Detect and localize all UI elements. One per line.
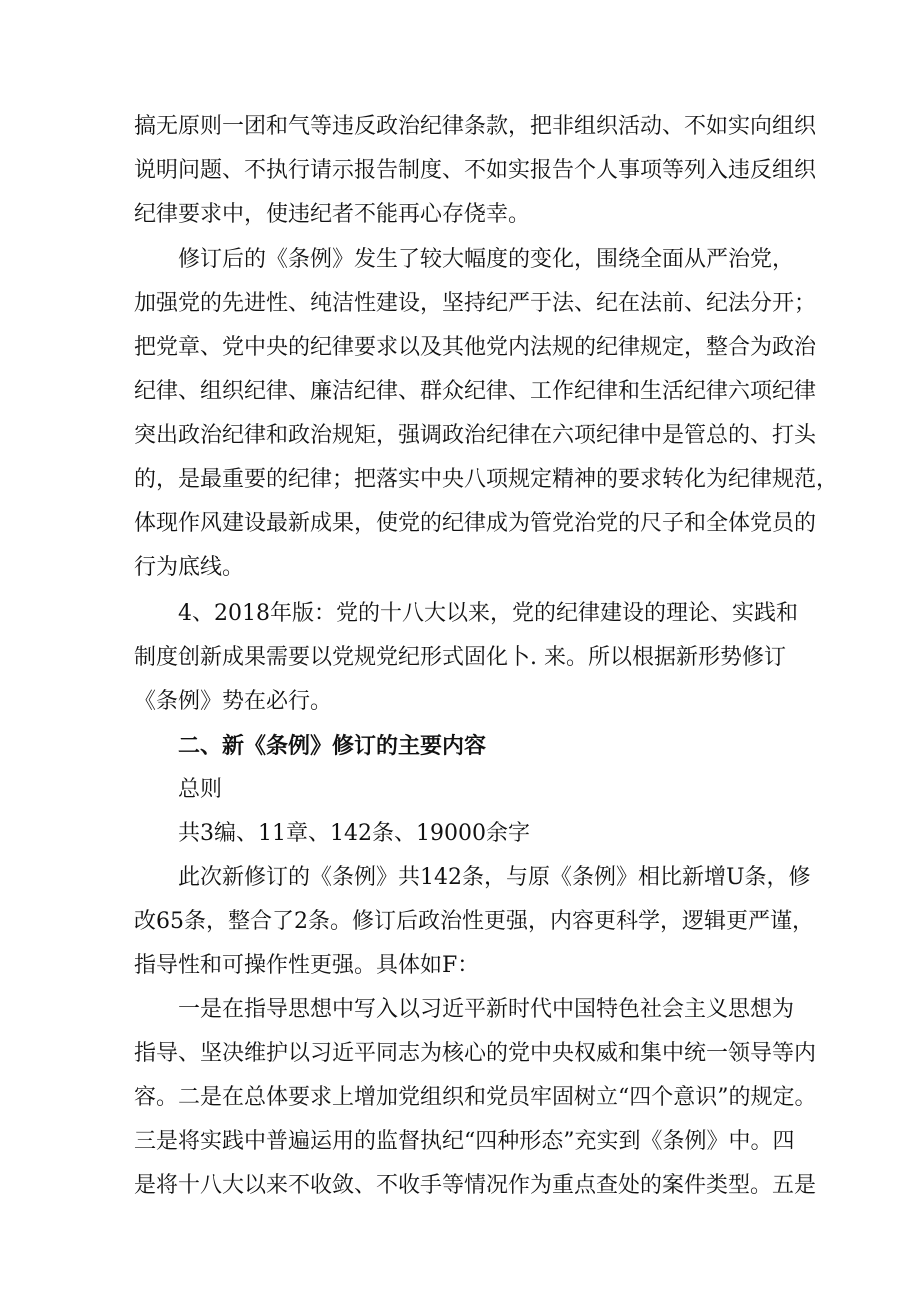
body-text-line: 指导性和可操作性更强。具体如F：	[134, 953, 480, 978]
body-text-line: 把党章、党中央的纪律要求以及其他党内法规的纪律规定，整合为政治	[134, 335, 817, 360]
body-text-line: 是将十八大以来不收敛、不收手等情况作为重点查处的案件类型。五是	[134, 1173, 817, 1198]
body-text-line: 说明问题、不执行请示报告制度、不如实报告个人事项等列入违反组织	[134, 158, 817, 183]
summary-line: 共3编、11章、142条、19000余字	[178, 821, 530, 846]
body-text-line: 突出政治纪律和政治规矩，强调政治纪律在六项纪律中是管总的、打头	[134, 423, 817, 448]
section-heading: 二、新《条例》修订的主要内容	[178, 733, 487, 759]
subsection-heading: 总则	[178, 777, 223, 802]
body-text-line: 加强党的先进性、纯洁性建设，坚持纪严于法、纪在法前、纪法分开；	[134, 291, 817, 316]
body-text-line: 纪律、组织纪律、廉洁纪律、群众纪律、工作纪律和生活纪律六项纪律	[134, 379, 817, 404]
paragraph-start-line: 此次新修订的《条例》共142条，与原《条例》相比新增U条，修	[178, 865, 811, 890]
body-text-line: 体现作风建设最新成果，使党的纪律成为管党治党的尺子和全体党员的	[134, 511, 817, 536]
paragraph-start-line: 修订后的《条例》发生了较大幅度的变化，围绕全面从严治党，	[178, 247, 795, 272]
body-text-line: 行为底线。	[134, 555, 245, 580]
body-text-line: 《条例》势在必行。	[134, 689, 333, 714]
paragraph-start-line: 4、2018年版：党的十八大以来，党的纪律建设的理论、实践和	[178, 601, 798, 626]
body-text-line: 指导、坚决维护以习近平同志为核心的党中央权威和集中统一领导等内	[134, 1041, 817, 1066]
body-text-line: 搞无原则一团和气等违反政治纪律条款，把非组织活动、不如实向组织	[134, 114, 817, 139]
body-text-line: 的，是最重要的纪律；把落实中央八项规定精神的要求转化为纪律规范，	[134, 467, 839, 492]
paragraph-start-line: 一是在指导思想中写入以习近平新时代中国特色社会主义思想为	[178, 997, 795, 1022]
body-text-line: 容。二是在总体要求上增加党组织和党员牢固树立“四个意识”的规定。	[134, 1085, 817, 1110]
body-text-line: 纪律要求中，使违纪者不能再心存侥幸。	[134, 202, 531, 227]
body-text-line: 制度创新成果需要以党规党纪形式固化卜. 来。所以根据新形势修订	[134, 645, 786, 670]
body-text-line: 改65条，整合了2条。修订后政治性更强，内容更科学，逻辑更严谨，	[134, 909, 814, 934]
body-text-line: 三是将实践中普遍运用的监督执纪“四种形态”充实到《条例》中。四	[134, 1129, 795, 1154]
